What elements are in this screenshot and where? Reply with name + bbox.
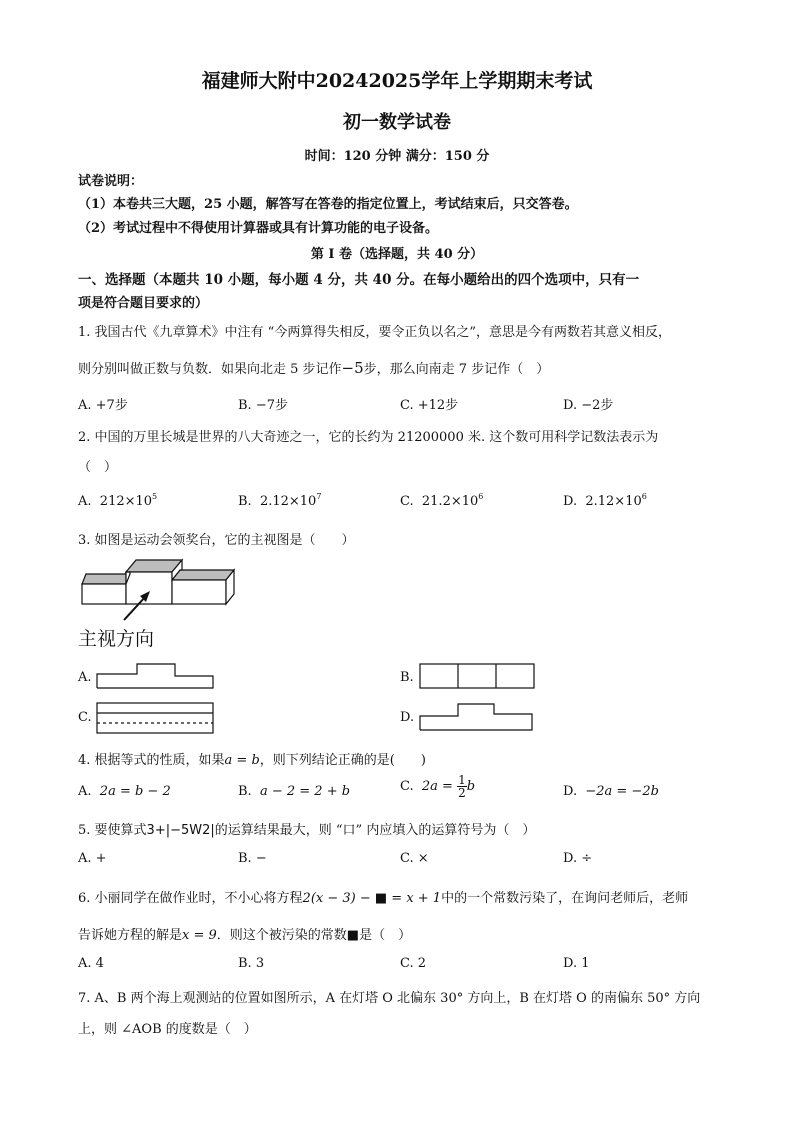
- q6-option-b: B. 3: [238, 956, 265, 971]
- exam-title: 福建师大附中20242025学年上学期期末考试: [201, 70, 593, 92]
- q1-option-d: D. −2步: [563, 398, 614, 413]
- q1-line-1: 1. 我国古代《九章算术》中注有 “今两算得失相反，要令正负以名之”，意思是今有两数若其意义相反，: [78, 325, 671, 340]
- q6-option-d: D. 1: [563, 956, 590, 971]
- q3-option-b-figure: [418, 662, 536, 690]
- q6-option-a: A. 4: [78, 956, 104, 971]
- q4-option-a: A. 2a = b − 2: [78, 784, 171, 799]
- q4-option-c: C. 2a = $\frac{1}{2}$ b: [400, 773, 476, 800]
- exam-subject: 初一数学试卷: [343, 112, 451, 133]
- q5-line-1: 5. 要使算式3+|−5W2|的运算结果最大，则 “口” 内应填入的运算符号为（ ）: [78, 823, 536, 838]
- q3-option-c-figure: [95, 701, 215, 735]
- q3-line-1: 3. 如图是运动会领奖台，它的主视图是（ ）: [78, 533, 355, 548]
- q3-option-a-label: A.: [78, 670, 92, 685]
- q1-option-a: A. +7步: [78, 398, 128, 413]
- q4-option-b: B. a − 2 = 2 + b: [238, 784, 351, 799]
- q3-option-c-label: C.: [78, 710, 92, 725]
- q2-option-c: C. $21.2\times 10^6$: [400, 492, 484, 509]
- q2-option-b: B. $2.12\times 10^7$: [238, 492, 322, 509]
- q5-option-d: D. ÷: [563, 851, 593, 866]
- q4-line-1: 4. 根据等式的性质，如果a = b，则下列结论正确的是( ): [78, 753, 426, 768]
- q7-line-2: 上，则 ∠AOB 的度数是（ ）: [78, 1022, 257, 1037]
- q3-option-a-figure: [95, 662, 215, 690]
- view-direction-caption: 主视方向: [78, 628, 155, 650]
- q1-option-c: C. +12步: [400, 398, 459, 413]
- q2-option-a: A. $212\times 10^5$: [78, 492, 158, 509]
- part-description-line-2: 项是符合题目要求的）: [78, 296, 209, 311]
- podium-figure: [78, 556, 248, 624]
- instructions-heading: 试卷说明：: [78, 174, 144, 189]
- q3-option-d-label: D.: [400, 710, 415, 725]
- q5-option-a: A. +: [78, 851, 107, 866]
- q4-option-d: D. −2a = −2b: [563, 784, 659, 799]
- q2-line-2: （ ）: [78, 460, 118, 475]
- q6-line-1: 6. 小丽同学在做作业时，不小心将方程2(x − 3) − ■ = x + 1中的一个常数污染了，在询问老师后，老师: [78, 891, 689, 906]
- q5-option-b: B. −: [238, 851, 267, 866]
- section-title: 第 I 卷（选择题，共 40 分）: [310, 247, 484, 262]
- q7-line-1: 7. A、B 两个海上观测站的位置如图所示，A 在灯塔 O 北偏东 30° 方向上，B 在灯塔 O 的南偏东 50° 方向: [78, 991, 701, 1006]
- q3-option-b-label: B.: [400, 670, 414, 685]
- instruction-line-2: （2）考试过程中不得使用计算器或具有计算功能的电子设备。: [78, 221, 439, 236]
- q6-option-c: C. 2: [400, 956, 427, 971]
- instruction-line-1: （1）本卷共三大题，25 小题，解答写在答卷的指定位置上，考试结束后，只交答卷。: [78, 197, 578, 212]
- q5-option-c: C. ×: [400, 851, 429, 866]
- part-description-line-1: 一、选择题（本题共 10 小题，每小题 4 分，共 40 分。在每小题给出的四个选项中，只有一: [78, 272, 640, 288]
- time-info: 时间：120 分钟 满分：150 分: [304, 149, 490, 164]
- q2-line-1: 2. 中国的万里长城是世界的八大奇迹之一，它的长约为 21200000 米. 这个数可用科学记数法表示为: [78, 430, 659, 445]
- q2-option-d: D. $2.12\times 10^6$: [563, 492, 647, 509]
- q1-option-b: B. −7步: [238, 398, 288, 413]
- q1-line-2: 则分别叫做正数与负数．如果向北走 5 步记作−5步，那么向南走 7 步记作（ ）: [78, 359, 550, 377]
- q3-option-d-figure: [418, 702, 536, 732]
- q6-line-2: 告诉她方程的解是x = 9．则这个被污染的常数■是（ ）: [78, 928, 412, 943]
